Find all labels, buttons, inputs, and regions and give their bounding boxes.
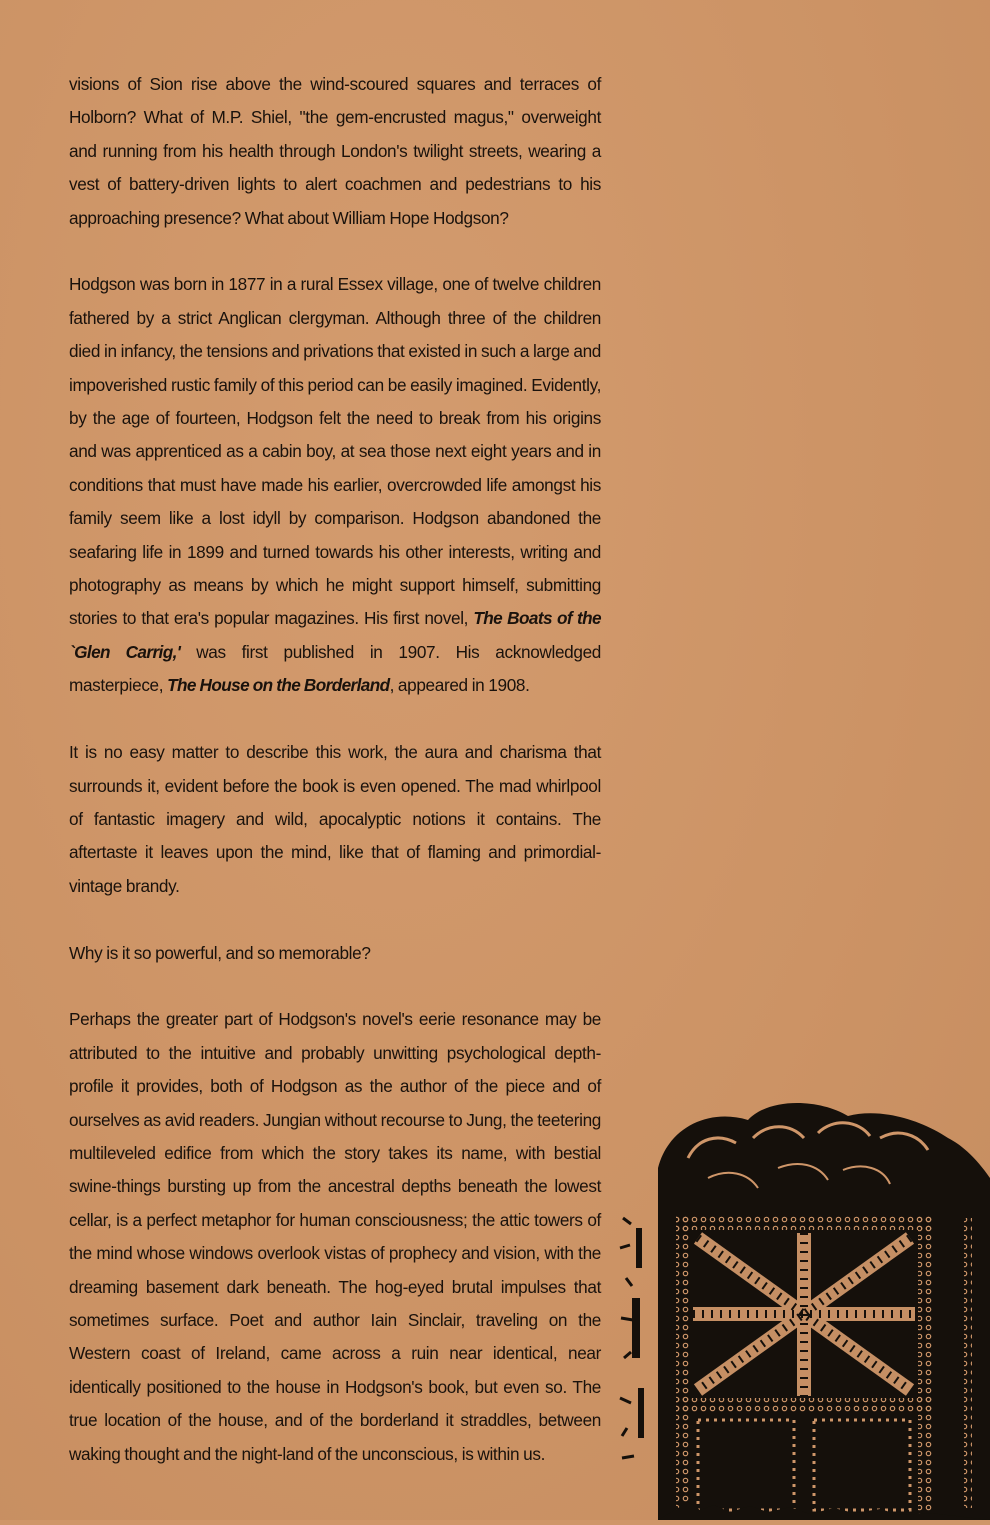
paragraph-5: Perhaps the greater part of Hodgson's novel's eerie resonance may be attributed to the intuitive and probably unwitting psychological depth-profile it provides, both of Hodgson as the author of the piece and of ourselves as avid readers. Jungian without recourse to Jung, the teetering multileveled edifice from which the story takes its name, with bestial swine-things bursting up from the ancestral depths beneath the lowest cellar, is a perfect metaphor for human consciousness; the attic towers of the mind whose windows overlook vistas of prophecy and vision, with the dreaming basement dark beneath. The hog-eyed brutal impulses that sometimes surface. Poet and author Iain Sinclair, traveling on the Western coast of Ireland, came across a ruin near identical, near identically positioned to the house in Hodgson's book, but even so. The true location of the house, and of the borderland it straddles, between waking thought and the night-land of the unconscious, is within us.	[69, 1009, 601, 1464]
paragraph-3: It is no easy matter to describe this work, the aura and charisma that surrounds it, evident before the book is even opened. The mad whirlpool of fantastic imagery and wild, apocalyptic notions it contains. The aftertaste it leaves upon the mind, like that of flaming and primordial-vintage brandy.	[69, 742, 601, 896]
book-title-house-on-borderland: The House on the Borderland	[167, 675, 390, 696]
studded-door-illustration-icon	[618, 1098, 990, 1520]
book-title-boats-of-glen-carrig: The Boats of the `Glen Carrig,'	[69, 608, 601, 662]
paragraph-2	[69, 268, 601, 702]
paragraph-4: Why is it so powerful, and so memorable?	[69, 942, 371, 963]
paragraph-1: visions of Sion rise above the wind-scoured squares and terraces of Holborn? What of M.P. Shiel, "the gem-encrusted magus," overweight and running from his health through London's twilight streets, wearing a vest of battery-driven lights to alert coachmen and pedestrians to his approaching presence? What about William Hope Hodgson?	[69, 74, 601, 228]
paragraph-2-text-c: , appeared in 1908.	[389, 675, 530, 696]
paragraph-2-text-a: Hodgson was born in 1877 in a rural Essex village, one of twelve children fathered by a strict Anglican clergyman. Although three of the children died in infancy, the tensions and privations that existed in such a large and impoverished rustic family of this period can be easily imagined. Evidently, by the age of fourteen, Hodgson felt the need to break from his origins and was apprenticed as a cabin boy, at sea those next eight years and in conditions that must have made his earlier, overcrowded life amongst his family seem like a lost idyll by comparison. Hodgson abandoned the seafaring life in 1899 and turned towards his other interests, writing and photography as means by which he might support himself, submitting stories to that era's popular magazines. His first novel,	[69, 274, 601, 629]
essay-text-column	[69, 68, 601, 1471]
paragraph-2-text-b: was first published in 1907. His acknowledged masterpiece,	[69, 641, 601, 696]
